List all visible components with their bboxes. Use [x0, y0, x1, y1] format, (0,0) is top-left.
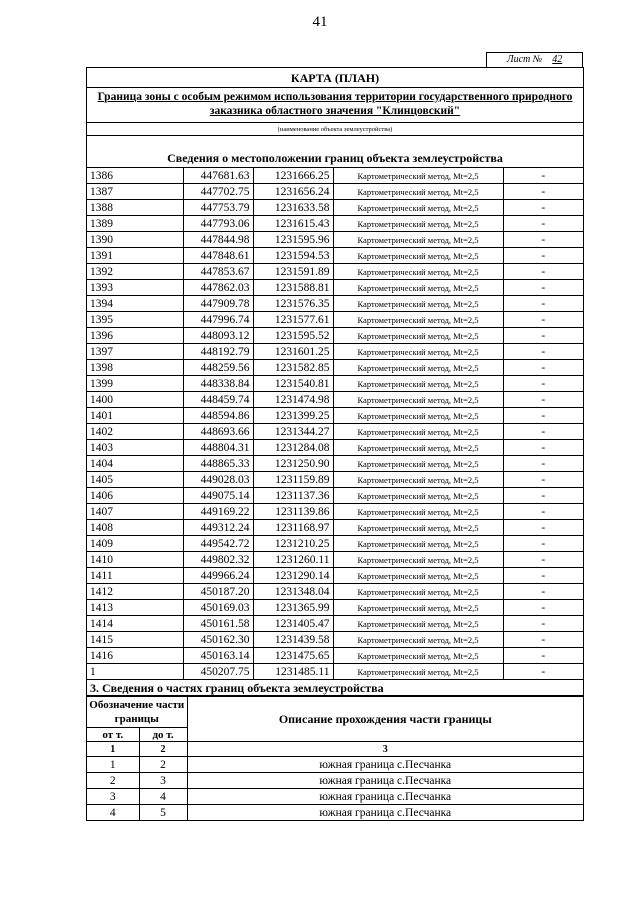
document-frame: [86, 67, 584, 821]
accuracy-cell: -: [503, 552, 583, 568]
table-row: [87, 264, 583, 280]
accuracy-cell: -: [503, 632, 583, 648]
accuracy-cell: -: [503, 568, 583, 584]
accuracy-cell: -: [503, 344, 583, 360]
method-cell: Картометрический метод, Mt=2,5: [333, 360, 503, 376]
y-coordinate-cell: 1231250.90: [253, 456, 333, 472]
x-coordinate-cell: 448459.74: [183, 392, 253, 408]
from-header: от т.: [87, 728, 139, 742]
method-cell: Картометрический метод, Mt=2,5: [333, 600, 503, 616]
accuracy-cell: -: [503, 616, 583, 632]
to-header: до т.: [139, 728, 187, 742]
accuracy-cell: -: [503, 648, 583, 664]
y-coordinate-cell: 1231260.11: [253, 552, 333, 568]
method-cell: Картометрический метод, Mt=2,5: [333, 408, 503, 424]
point-number-cell: 1400: [87, 392, 183, 408]
table-row: [87, 248, 583, 264]
accuracy-cell: -: [503, 408, 583, 424]
x-coordinate-cell: 447681.63: [183, 168, 253, 184]
y-coordinate-cell: 1231210.25: [253, 536, 333, 552]
accuracy-cell: -: [503, 472, 583, 488]
x-coordinate-cell: 449312.24: [183, 520, 253, 536]
table-row: [87, 757, 583, 773]
x-coordinate-cell: 449075.14: [183, 488, 253, 504]
method-cell: Картометрический метод, Mt=2,5: [333, 392, 503, 408]
table-row: [87, 472, 583, 488]
point-number-cell: 1413: [87, 600, 183, 616]
description-cell: южная граница с.Песчанка: [187, 805, 583, 821]
point-number-cell: 1392: [87, 264, 183, 280]
y-coordinate-cell: 1231139.86: [253, 504, 333, 520]
table-row: [87, 312, 583, 328]
accuracy-cell: -: [503, 520, 583, 536]
method-cell: Картометрический метод, Mt=2,5: [333, 248, 503, 264]
document-title: КАРТА (ПЛАН): [87, 68, 583, 88]
method-cell: Картометрический метод, Mt=2,5: [333, 632, 503, 648]
y-coordinate-cell: 1231475.65: [253, 648, 333, 664]
table-row: [87, 568, 583, 584]
method-cell: Картометрический метод, Mt=2,5: [333, 504, 503, 520]
description-cell: южная граница с.Песчанка: [187, 757, 583, 773]
table-row: [87, 616, 583, 632]
y-coordinate-cell: 1231439.58: [253, 632, 333, 648]
x-coordinate-cell: 448338.84: [183, 376, 253, 392]
table-row: [87, 664, 583, 680]
x-coordinate-cell: 450163.14: [183, 648, 253, 664]
accuracy-cell: -: [503, 296, 583, 312]
method-cell: Картометрический метод, Mt=2,5: [333, 488, 503, 504]
point-number-cell: 1405: [87, 472, 183, 488]
table-row: [87, 456, 583, 472]
description-cell: южная граница с.Песчанка: [187, 789, 583, 805]
table-row: [87, 584, 583, 600]
x-coordinate-cell: 448259.56: [183, 360, 253, 376]
y-coordinate-cell: 1231582.85: [253, 360, 333, 376]
table-row: [87, 552, 583, 568]
x-coordinate-cell: 447862.03: [183, 280, 253, 296]
y-coordinate-cell: 1231485.11: [253, 664, 333, 680]
x-coordinate-cell: 447853.67: [183, 264, 253, 280]
point-number-cell: 1395: [87, 312, 183, 328]
x-coordinate-cell: 447844.98: [183, 232, 253, 248]
accuracy-cell: -: [503, 664, 583, 680]
to-point-cell: 5: [139, 805, 187, 821]
method-cell: Картометрический метод, Mt=2,5: [333, 648, 503, 664]
point-number-cell: 1402: [87, 424, 183, 440]
method-cell: Картометрический метод, Mt=2,5: [333, 328, 503, 344]
table-row: [87, 344, 583, 360]
accuracy-cell: -: [503, 264, 583, 280]
method-cell: Картометрический метод, Mt=2,5: [333, 424, 503, 440]
x-coordinate-cell: 447848.61: [183, 248, 253, 264]
from-point-cell: 1: [87, 757, 139, 773]
table-row: [87, 200, 583, 216]
x-coordinate-cell: 450162.30: [183, 632, 253, 648]
y-coordinate-cell: 1231577.61: [253, 312, 333, 328]
to-point-cell: 3: [139, 773, 187, 789]
x-coordinate-cell: 449802.32: [183, 552, 253, 568]
object-name: Граница зоны с особым режимом использования территории государственного природного заказника областного значения "Клинцовский": [87, 88, 583, 123]
y-coordinate-cell: 1231601.25: [253, 344, 333, 360]
from-point-cell: 2: [87, 773, 139, 789]
method-cell: Картометрический метод, Mt=2,5: [333, 312, 503, 328]
accuracy-cell: -: [503, 216, 583, 232]
y-coordinate-cell: 1231588.81: [253, 280, 333, 296]
accuracy-cell: -: [503, 376, 583, 392]
x-coordinate-cell: 448594.86: [183, 408, 253, 424]
x-coordinate-cell: 450187.20: [183, 584, 253, 600]
accuracy-cell: -: [503, 600, 583, 616]
designation-header: Обозначение части границы: [87, 697, 187, 728]
point-number-cell: 1398: [87, 360, 183, 376]
table-row: [87, 376, 583, 392]
point-number-cell: 1389: [87, 216, 183, 232]
method-cell: Картометрический метод, Mt=2,5: [333, 296, 503, 312]
method-cell: Картометрический метод, Mt=2,5: [333, 664, 503, 680]
point-number-cell: 1396: [87, 328, 183, 344]
accuracy-cell: -: [503, 536, 583, 552]
table-row: [87, 392, 583, 408]
method-cell: Картометрический метод, Mt=2,5: [333, 456, 503, 472]
table-row: [87, 488, 583, 504]
table-row: [87, 184, 583, 200]
table-row: [87, 280, 583, 296]
y-coordinate-cell: 1231474.98: [253, 392, 333, 408]
accuracy-cell: -: [503, 312, 583, 328]
accuracy-cell: -: [503, 280, 583, 296]
x-coordinate-cell: 448093.12: [183, 328, 253, 344]
y-coordinate-cell: 1231591.89: [253, 264, 333, 280]
x-coordinate-cell: 449169.22: [183, 504, 253, 520]
accuracy-cell: -: [503, 488, 583, 504]
table-row: [87, 520, 583, 536]
x-coordinate-cell: 448804.31: [183, 440, 253, 456]
method-cell: Картометрический метод, Mt=2,5: [333, 280, 503, 296]
object-caption: (наименование объекта землеустройства): [87, 123, 583, 136]
y-coordinate-cell: 1231290.14: [253, 568, 333, 584]
col-number-2: 2: [139, 742, 187, 757]
method-cell: Картометрический метод, Mt=2,5: [333, 552, 503, 568]
from-point-cell: 4: [87, 805, 139, 821]
y-coordinate-cell: 1231168.97: [253, 520, 333, 536]
accuracy-cell: -: [503, 232, 583, 248]
point-number-cell: 1401: [87, 408, 183, 424]
y-coordinate-cell: 1231159.89: [253, 472, 333, 488]
point-number-cell: 1404: [87, 456, 183, 472]
point-number-cell: 1411: [87, 568, 183, 584]
y-coordinate-cell: 1231595.52: [253, 328, 333, 344]
x-coordinate-cell: 448693.66: [183, 424, 253, 440]
table-row: [87, 600, 583, 616]
method-cell: Картометрический метод, Mt=2,5: [333, 536, 503, 552]
accuracy-cell: -: [503, 456, 583, 472]
point-number-cell: 1410: [87, 552, 183, 568]
y-coordinate-cell: 1231344.27: [253, 424, 333, 440]
accuracy-cell: -: [503, 392, 583, 408]
point-number-cell: 1: [87, 664, 183, 680]
method-cell: Картометрический метод, Mt=2,5: [333, 376, 503, 392]
accuracy-cell: -: [503, 248, 583, 264]
point-number-cell: 1390: [87, 232, 183, 248]
x-coordinate-cell: 447909.78: [183, 296, 253, 312]
table-row: [87, 216, 583, 232]
x-coordinate-cell: 448865.33: [183, 456, 253, 472]
point-number-cell: 1397: [87, 344, 183, 360]
y-coordinate-cell: 1231540.81: [253, 376, 333, 392]
x-coordinate-cell: 447793.06: [183, 216, 253, 232]
y-coordinate-cell: 1231137.36: [253, 488, 333, 504]
from-point-cell: 3: [87, 789, 139, 805]
point-number-cell: 1415: [87, 632, 183, 648]
description-cell: южная граница с.Песчанка: [187, 773, 583, 789]
accuracy-cell: -: [503, 504, 583, 520]
table-row: [87, 504, 583, 520]
table-row: [87, 232, 583, 248]
parts-table: [87, 696, 583, 820]
point-number-cell: 1403: [87, 440, 183, 456]
point-number-cell: 1393: [87, 280, 183, 296]
method-cell: Картометрический метод, Mt=2,5: [333, 440, 503, 456]
table-row: [87, 440, 583, 456]
y-coordinate-cell: 1231576.35: [253, 296, 333, 312]
table-row: [87, 424, 583, 440]
description-header: Описание прохождения части границы: [187, 697, 583, 742]
point-number-cell: 1394: [87, 296, 183, 312]
method-cell: Картометрический метод, Mt=2,5: [333, 232, 503, 248]
page-number: 41: [312, 14, 328, 30]
point-number-cell: 1391: [87, 248, 183, 264]
x-coordinate-cell: 450161.58: [183, 616, 253, 632]
point-number-cell: 1408: [87, 520, 183, 536]
point-number-cell: 1399: [87, 376, 183, 392]
x-coordinate-cell: 447996.74: [183, 312, 253, 328]
method-cell: Картометрический метод, Mt=2,5: [333, 216, 503, 232]
y-coordinate-cell: 1231633.58: [253, 200, 333, 216]
method-cell: Картометрический метод, Mt=2,5: [333, 200, 503, 216]
accuracy-cell: -: [503, 168, 583, 184]
method-cell: Картометрический метод, Mt=2,5: [333, 344, 503, 360]
point-number-cell: 1409: [87, 536, 183, 552]
y-coordinate-cell: 1231399.25: [253, 408, 333, 424]
coordinates-table: [87, 168, 583, 680]
table-row: [87, 408, 583, 424]
table-row: [87, 789, 583, 805]
x-coordinate-cell: 448192.79: [183, 344, 253, 360]
x-coordinate-cell: 449966.24: [183, 568, 253, 584]
point-number-cell: 1414: [87, 616, 183, 632]
accuracy-cell: -: [503, 184, 583, 200]
y-coordinate-cell: 1231595.96: [253, 232, 333, 248]
sheet-number: 42: [552, 54, 563, 65]
method-cell: Картометрический метод, Mt=2,5: [333, 584, 503, 600]
section3-title: 3. Сведения о частях границ объекта землеустройства: [87, 680, 583, 696]
x-coordinate-cell: 449028.03: [183, 472, 253, 488]
y-coordinate-cell: 1231284.08: [253, 440, 333, 456]
y-coordinate-cell: 1231615.43: [253, 216, 333, 232]
y-coordinate-cell: 1231666.25: [253, 168, 333, 184]
method-cell: Картометрический метод, Mt=2,5: [333, 264, 503, 280]
x-coordinate-cell: 447753.79: [183, 200, 253, 216]
y-coordinate-cell: 1231365.99: [253, 600, 333, 616]
col-number-1: 1: [87, 742, 139, 757]
method-cell: Картометрический метод, Mt=2,5: [333, 616, 503, 632]
table-row: [87, 805, 583, 821]
to-point-cell: 2: [139, 757, 187, 773]
x-coordinate-cell: 449542.72: [183, 536, 253, 552]
x-coordinate-cell: 447702.75: [183, 184, 253, 200]
point-number-cell: 1387: [87, 184, 183, 200]
y-coordinate-cell: 1231405.47: [253, 616, 333, 632]
accuracy-cell: -: [503, 584, 583, 600]
point-number-cell: 1416: [87, 648, 183, 664]
point-number-cell: 1388: [87, 200, 183, 216]
table-row: [87, 360, 583, 376]
method-cell: Картометрический метод, Mt=2,5: [333, 472, 503, 488]
accuracy-cell: -: [503, 440, 583, 456]
accuracy-cell: -: [503, 328, 583, 344]
to-point-cell: 4: [139, 789, 187, 805]
y-coordinate-cell: 1231348.04: [253, 584, 333, 600]
sheet-number-box: [486, 52, 583, 68]
table-row: [87, 773, 583, 789]
y-coordinate-cell: 1231656.24: [253, 184, 333, 200]
table-row: [87, 296, 583, 312]
table-row: [87, 648, 583, 664]
point-number-cell: 1406: [87, 488, 183, 504]
table-row: [87, 328, 583, 344]
accuracy-cell: -: [503, 360, 583, 376]
y-coordinate-cell: 1231594.53: [253, 248, 333, 264]
sheet-label: Лист №: [506, 54, 543, 65]
method-cell: Картометрический метод, Mt=2,5: [333, 568, 503, 584]
method-cell: Картометрический метод, Mt=2,5: [333, 184, 503, 200]
accuracy-cell: -: [503, 200, 583, 216]
accuracy-cell: -: [503, 424, 583, 440]
method-cell: Картометрический метод, Mt=2,5: [333, 520, 503, 536]
x-coordinate-cell: 450169.03: [183, 600, 253, 616]
point-number-cell: 1412: [87, 584, 183, 600]
point-number-cell: 1407: [87, 504, 183, 520]
x-coordinate-cell: 450207.75: [183, 664, 253, 680]
method-cell: Картометрический метод, Mt=2,5: [333, 168, 503, 184]
table-row: [87, 632, 583, 648]
point-number-cell: 1386: [87, 168, 183, 184]
table-row: [87, 536, 583, 552]
table-row: [87, 168, 583, 184]
section2-title: Сведения о местоположении границ объекта землеустройства: [87, 136, 583, 168]
col-number-3: 3: [187, 742, 583, 757]
